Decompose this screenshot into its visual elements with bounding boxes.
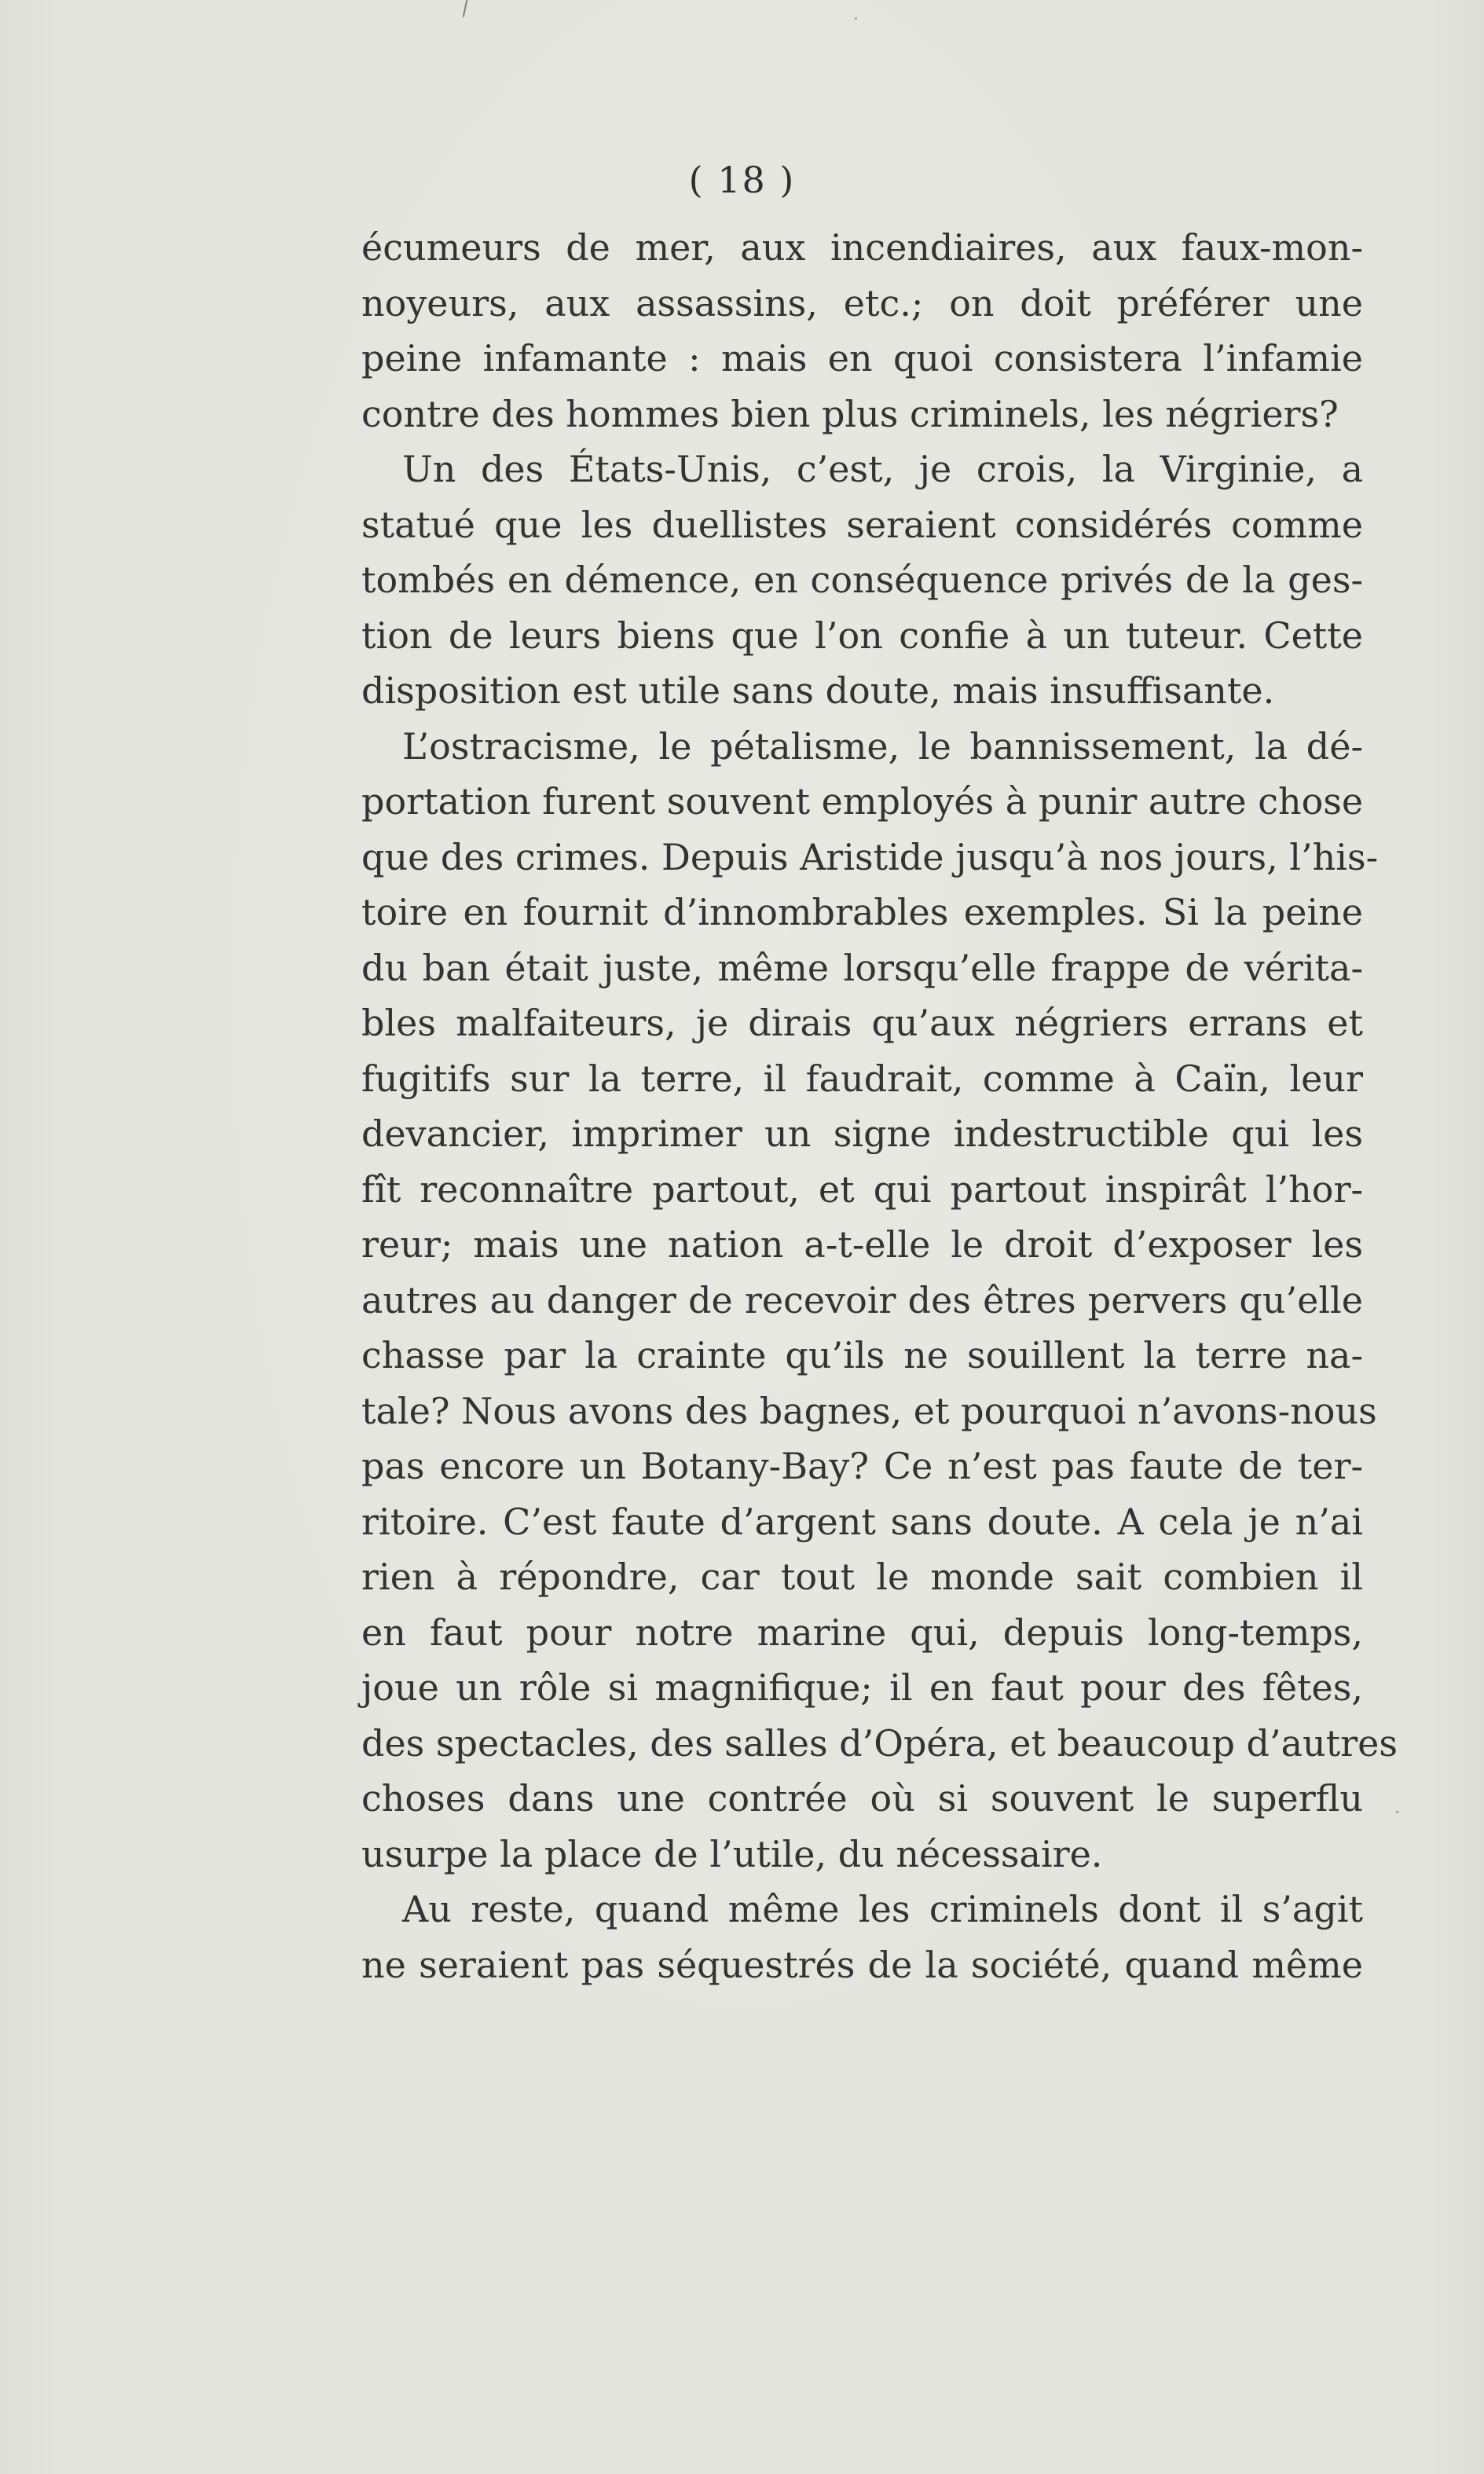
- body-text: [361, 220, 1398, 1992]
- text-line: contre des hommes bien plus criminels, les négriers?: [361, 392, 1339, 435]
- text-line: en faut pour notre marine qui, depuis long-temps,: [361, 1611, 1363, 1654]
- text-line: bles malfaiteurs, je dirais qu’aux négriers errans et: [361, 1002, 1363, 1044]
- paper-speck: [1396, 1811, 1398, 1813]
- paragraph-1: [361, 220, 1363, 442]
- text-line: tombés en démence, en conséquence privés de la ges-: [361, 559, 1363, 601]
- text-line: fît reconnaître partout, et qui partout inspirât l’hor-: [361, 1167, 1363, 1211]
- text-line: ritoire. C’est faute d’argent sans doute. A cela je n’ai: [361, 1500, 1363, 1543]
- text-line: joue un rôle si magnifique; il en faut pour des fêtes,: [361, 1666, 1363, 1709]
- text-line: fugitifs sur la terre, il faudrait, comme à Caïn, leur: [361, 1057, 1363, 1100]
- text-line: reur; mais une nation a-t-elle le droit d’exposer les: [361, 1223, 1363, 1266]
- text-line: choses dans une contrée où si souvent le superflu: [361, 1777, 1363, 1820]
- text-line: Un des États-Unis, c’est, je crois, la Virginie, a: [402, 448, 1363, 490]
- text-line: que des crimes. Depuis Aristide jusqu’à nos jours, l’his-: [361, 835, 1379, 878]
- page-edge-mark: [463, 0, 468, 17]
- text-line: devancier, imprimer un signe indestructible qui les: [361, 1112, 1363, 1155]
- text-line: des spectacles, des salles d’Opéra, et beaucoup d’autres: [361, 1721, 1398, 1765]
- text-line: usurpe la place de l’utile, du nécessaire.: [361, 1832, 1103, 1875]
- text-line: ne seraient pas séquestrés de la société, quand même: [361, 1943, 1363, 1986]
- text-line: tale? Nous avons des bagnes, et pourquoi n’avons-nous: [361, 1389, 1377, 1432]
- paragraph-3: [361, 719, 1398, 1882]
- text-line: peine infamante : mais en quoi consistera l’infamie: [361, 337, 1363, 379]
- text-line: chasse par la crainte qu’ils ne souillent la terre na-: [361, 1334, 1363, 1376]
- text-line: rien à répondre, car tout le monde sait combien il: [361, 1556, 1363, 1598]
- paper-speck: [855, 17, 857, 20]
- text-line: toire en fournit d’innombrables exemples. Si la peine: [361, 891, 1363, 933]
- text-line: disposition est utile sans doute, mais insuffisante.: [361, 669, 1275, 712]
- text-line: écumeurs de mer, aux incendiaires, aux faux-mon-: [361, 226, 1363, 269]
- text-line: portation furent souvent employés à punir autre chose: [361, 780, 1364, 823]
- paragraph-4: [361, 1882, 1363, 1992]
- text-line: du ban était juste, même lorsqu’elle frappe de vérita-: [361, 946, 1363, 989]
- text-line: autres au danger de recevoir des êtres pervers qu’elle: [361, 1278, 1363, 1321]
- text-line: Au reste, quand même les criminels dont il s’agit: [402, 1888, 1363, 1930]
- text-line: noyeurs, aux assassins, etc.; on doit préférer une: [361, 281, 1363, 324]
- text-line: statué que les duellistes seraient considérés comme: [361, 503, 1363, 546]
- paragraph-2: [361, 442, 1363, 719]
- text-line: pas encore un Botany-Bay? Ce n’est pas faute de ter-: [361, 1445, 1363, 1487]
- text-line: tion de leurs biens que l’on confie à un tuteur. Cette: [361, 614, 1363, 657]
- page-number: ( 18 ): [688, 159, 796, 201]
- text-line: L’ostracisme, le pétalisme, le bannissement, la dé-: [402, 724, 1363, 768]
